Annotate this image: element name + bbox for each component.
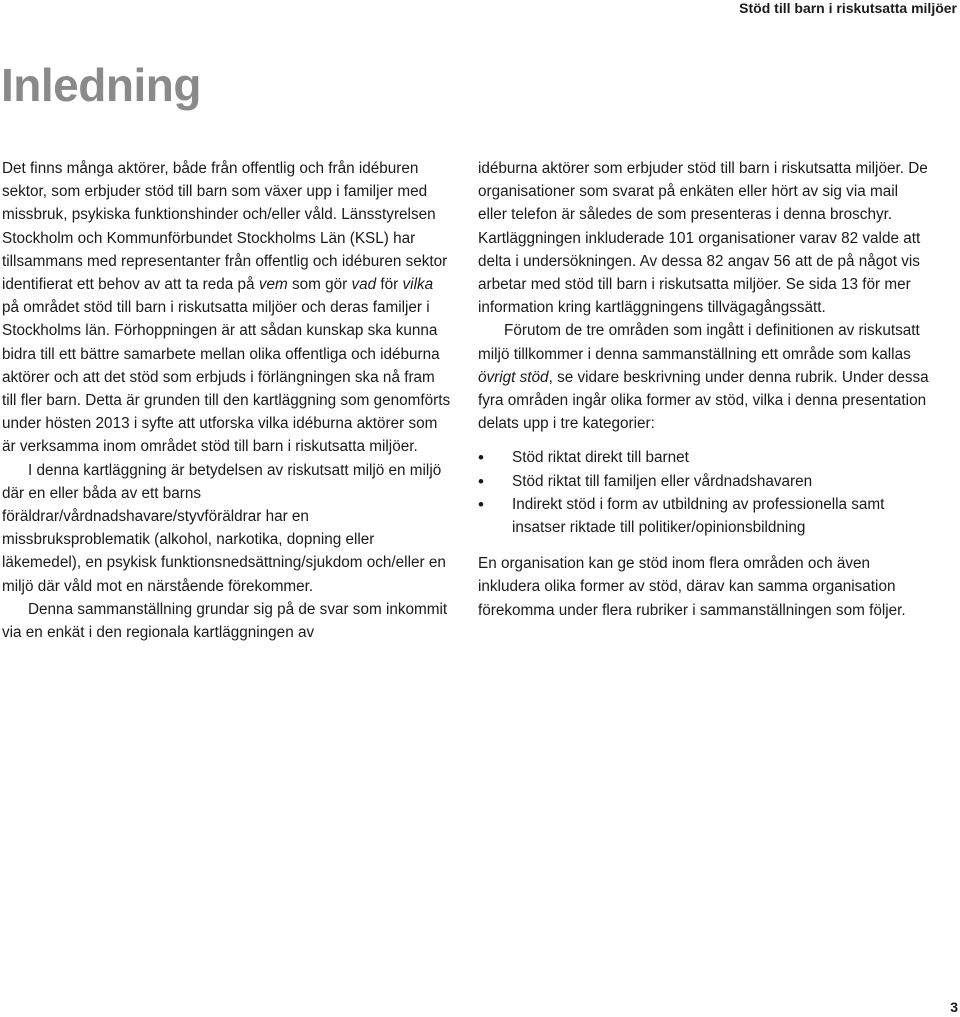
page-number: 3: [950, 999, 958, 1015]
closing-paragraph: En organisation kan ge stöd inom flera områden och även inkludera olika former av stöd, därav kan samma organisation förekomma under flera rubriker i sammanställningen som följer.: [478, 555, 906, 619]
emphasis-ovrigt-stod: övrigt stöd: [478, 368, 549, 386]
category-list: [478, 446, 930, 539]
emphasis-vem: vem: [258, 276, 288, 294]
right-column: [478, 157, 930, 622]
list-item: • Indirekt stöd i form av utbildning av professionella samt insatser riktade till politiker/opinionsbildning: [478, 493, 930, 539]
text-span: för: [376, 276, 403, 294]
text-span: Förutom de tre områden som ingått i definitionen av riskutsatt miljö tillkommer i denna sammanställning ett område som kallas: [478, 322, 920, 363]
running-header: Stöd till barn i riskutsatta miljöer: [739, 0, 957, 16]
list-item: • Stöd riktat till familjen eller vårdnadshavaren: [478, 470, 930, 493]
emphasis-vad: vad: [351, 276, 377, 294]
text-span: på området stöd till barn i riskutsatta miljöer och deras familjer i Stockholms län. Förhoppningen är att sådan kunskap ska kunna bidra till ett bättre samarbete mellan olika offentliga och idéburna aktörer och att det stöd som erbjuds i förlängningen ska nå fram till fler barn. Detta är grunden till den kartläggning som genomförts under hösten 2013 i syfte att utforska vilka idéburna aktörer som är verksamma inom området stöd till barn i riskutsatta miljöer.: [2, 299, 451, 456]
page-title: Inledning: [1, 59, 201, 111]
intro-paragraph: [2, 157, 452, 459]
basis-paragraph: Denna sammanställning grundar sig på de svar som inkommit via en enkät i den regionala kartläggningen av: [2, 600, 448, 642]
text-span: , se vidare beskrivning under denna rubrik. Under dessa fyra områden ingår olika former av stöd, vilka i denna presentation delats upp i tre kategorier:: [478, 368, 929, 433]
definition-paragraph: I denna kartläggning är betydelsen av riskutsatt miljö en miljö där en eller båda av ett barns föräldrar/vårdnadshavare/styvföräldrar har en missbruksproblematik (alkohol, narkotika, dopning eller läkemedel), en psykisk funktionsnedsättning/sjukdom och/eller en miljö där våld mot en närstående förekommer.: [2, 461, 446, 595]
text-span: Det finns många aktörer, både från offentlig och från idéburen sektor, som erbjuder stöd till barn som växer upp i familjer med missbruk, psykiska funktionshinder och/eller våld. Länsstyrelsen Stockholm och Kommunförbundet Stockholms Län (KSL) har tillsammans med representanter från offentlig och idéburen sektor identifierat ett behov av att ta reda på: [2, 160, 448, 294]
left-column: [2, 157, 452, 644]
areas-paragraph: [478, 319, 930, 435]
list-item: • Stöd riktat direkt till barnet: [478, 446, 930, 469]
text-span: som gör: [287, 276, 352, 294]
emphasis-vilka: vilka: [402, 276, 434, 294]
survey-paragraph: idéburna aktörer som erbjuder stöd till barn i riskutsatta miljöer. De organisationer som svarat på enkäten eller hört av sig via mail eller telefon är således de som presenteras i denna broschyr. Kartläggningen inkluderade 101 organisationer varav 82 valde att delta i undersökningen. Av dessa 82 angav 56 att de på något vis arbetar med stöd till barn i riskutsatta miljöer. Se sida 13 för mer information kring kartläggningens tillvägagångssätt.: [478, 160, 928, 317]
